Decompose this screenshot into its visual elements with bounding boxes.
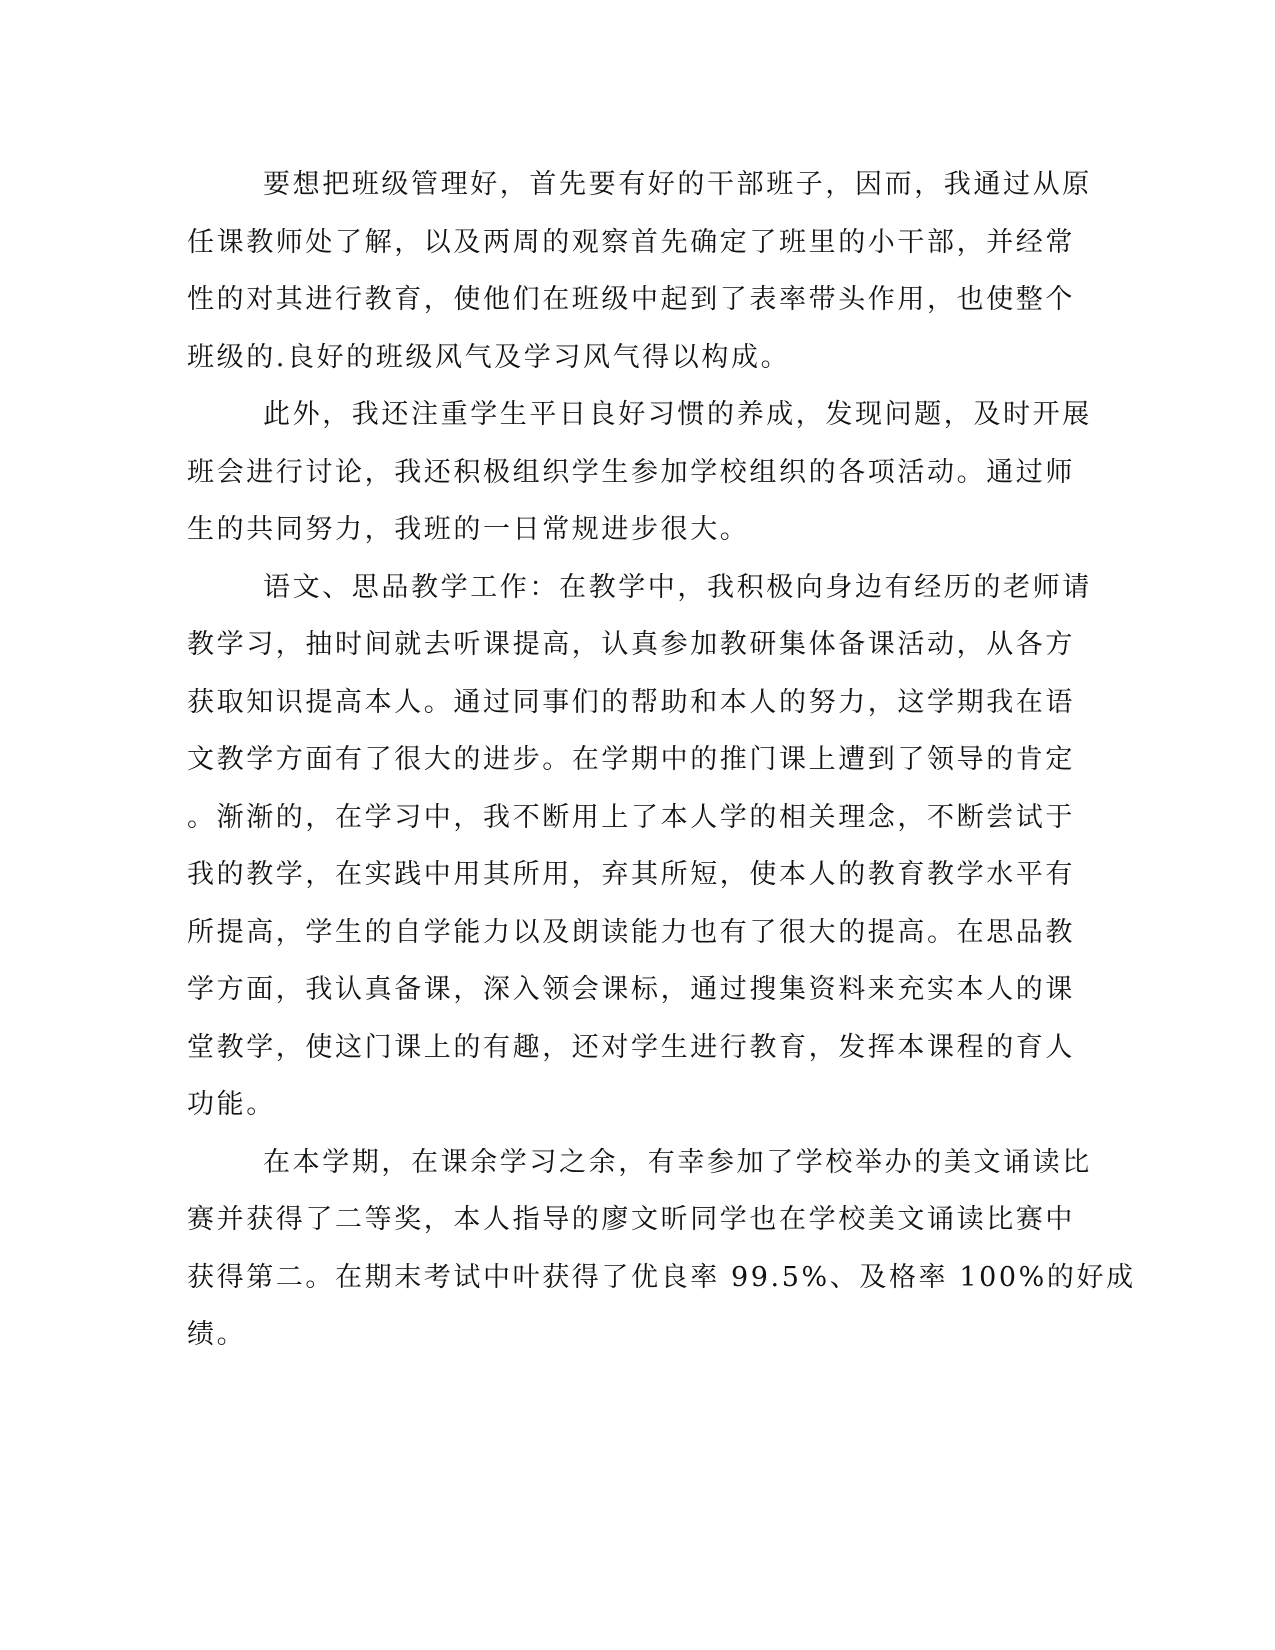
paragraph bbox=[187, 386, 1092, 559]
text-line: 生的共同努力，我班的一日常规进步很大。 bbox=[187, 514, 750, 545]
text-line: 文教学方面有了很大的进步。在学期中的推门课上遭到了领导的肯定 bbox=[187, 744, 1075, 775]
text-line: 学方面，我认真备课，深入领会课标，通过搜集资料来充实本人的课 bbox=[187, 974, 1075, 1005]
text-line: 任课教师处了解，以及两周的观察首先确定了班里的小干部，并经常 bbox=[187, 226, 1075, 258]
text-line: 此外，我还注重学生平日良好习惯的养成，发现问题，及时开展 bbox=[263, 399, 1092, 430]
text-line: 获取知识提高本人。通过同事们的帮助和本人的努力，这学期我在语 bbox=[187, 686, 1075, 718]
paragraph bbox=[187, 559, 1092, 1134]
text-line: 。渐渐的，在学习中，我不断用上了本人学的相关理念，不断尝试于 bbox=[187, 801, 1075, 833]
text-line: 获得第二。在期末考试中叶获得了优良率 99.5%、及格率 100%的好成 bbox=[187, 1261, 1136, 1293]
text-line: 语文、思品教学工作：在教学中，我积极向身边有经历的老师请 bbox=[263, 571, 1092, 603]
text-line: 教学习，抽时间就去听课提高，认真参加教研集体备课活动，从各方 bbox=[187, 629, 1075, 660]
text-line: 功能。 bbox=[187, 1089, 276, 1120]
text-line: 性的对其进行教育，使他们在班级中起到了表率带头作用，也使整个 bbox=[187, 284, 1075, 315]
text-line: 所提高，学生的自学能力以及朗读能力也有了很大的提高。在思品教 bbox=[187, 916, 1075, 948]
text-line: 班级的.良好的班级风气及学习风气得以构成。 bbox=[187, 341, 791, 373]
paragraph bbox=[187, 156, 1092, 386]
text-line: 在本学期，在课余学习之余，有幸参加了学校举办的美文诵读比 bbox=[263, 1146, 1092, 1178]
text-line: 堂教学，使这门课上的有趣，还对学生进行教育，发挥本课程的育人 bbox=[187, 1031, 1075, 1063]
paragraph bbox=[187, 1134, 1136, 1364]
text-line: 要想把班级管理好，首先要有好的干部班子，因而，我通过从原 bbox=[263, 169, 1092, 200]
text-line: 班会进行讨论，我还积极组织学生参加学校组织的各项活动。通过师 bbox=[187, 456, 1075, 488]
text-line: 我的教学，在实践中用其所用，弃其所短，使本人的教育教学水平有 bbox=[187, 859, 1075, 890]
text-line: 绩。 bbox=[187, 1319, 247, 1350]
text-line: 赛并获得了二等奖，本人指导的廖文昕同学也在学校美文诵读比赛中 bbox=[187, 1204, 1075, 1235]
document-body bbox=[187, 156, 1136, 1364]
